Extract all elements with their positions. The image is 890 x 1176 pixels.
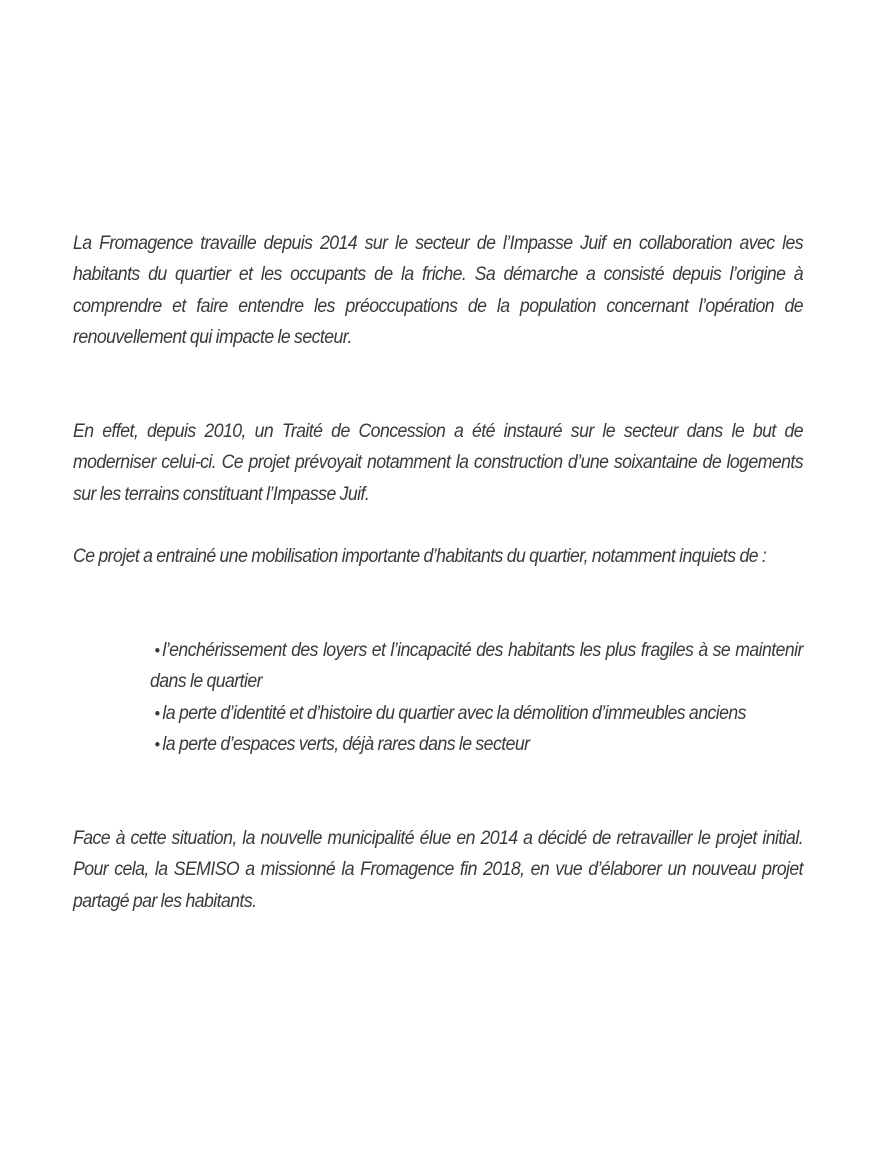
concern-item bbox=[150, 698, 803, 729]
bullet-icon: • bbox=[154, 734, 160, 754]
concern-text: la perte d’identité et d’histoire du quartier avec la démolition d’immeubles anciens bbox=[162, 702, 746, 724]
bullet-icon: • bbox=[154, 703, 160, 723]
conclusion-text: Face à cette situation, la nouvelle municipalité élue en 2014 a décidé de retravailler le projet initial. Pour cela, la SEMISO a missionné la Fromagence fin 2018, en vue d’élaborer un nouveau projet partagé par les habitants. bbox=[73, 828, 804, 912]
concern-item bbox=[150, 729, 803, 760]
concerns-list bbox=[150, 635, 803, 760]
intro-paragraph bbox=[73, 228, 803, 353]
mobilisation-text: Ce projet a entrainé une mobilisation importante d’habitants du quartier, notamment inquiets de : bbox=[73, 546, 767, 567]
context-paragraph bbox=[73, 416, 803, 510]
mobilisation-paragraph bbox=[73, 541, 803, 572]
concern-text: l’enchérissement des loyers et l’incapacité des habitants les plus fragiles à se maintenir dans le quartier bbox=[150, 640, 803, 693]
intro-text: La Fromagence travaille depuis 2014 sur le secteur de l’Impasse Juif en collaboration avec les habitants du quartier et les occupants de la friche. Sa démarche a consisté depuis l’origine à comprendre et faire entendre les préoccupations de la population concernant l’opération de renouvellement qui impacte le secteur. bbox=[73, 233, 804, 348]
concern-text: la perte d’espaces verts, déjà rares dans le secteur bbox=[162, 733, 530, 755]
context-text: En effet, depuis 2010, un Traité de Concession a été instauré sur le secteur dans le but de moderniser celui-ci. Ce projet prévoyait notamment la construction d’une soixantaine de logements sur les terrains constituant l’Impasse Juif. bbox=[73, 421, 804, 505]
bullet-icon: • bbox=[154, 641, 160, 660]
concern-item bbox=[150, 635, 803, 698]
conclusion-paragraph bbox=[73, 823, 803, 917]
